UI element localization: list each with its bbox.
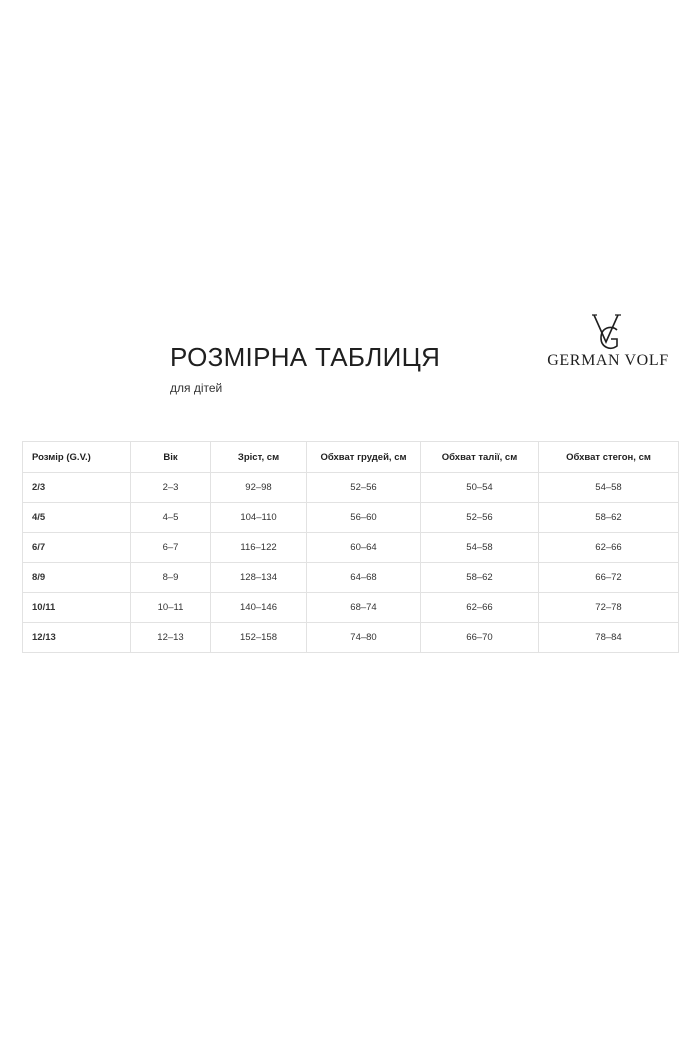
cell-hips: 58–62 [539,503,679,533]
cell-chest: 64–68 [307,563,421,593]
cell-hips: 62–66 [539,533,679,563]
cell-hips: 54–58 [539,473,679,503]
cell-waist: 62–66 [421,593,539,623]
column-header-hips: Обхват стегон, см [539,442,679,473]
table-row [23,563,679,593]
table-row [23,623,679,653]
cell-waist: 52–56 [421,503,539,533]
cell-age: 12–13 [131,623,211,653]
cell-size: 12/13 [23,623,131,653]
vg-monogram-icon [590,312,626,352]
cell-age: 4–5 [131,503,211,533]
cell-age: 6–7 [131,533,211,563]
cell-height: 140–146 [211,593,307,623]
table-row [23,533,679,563]
brand-name: GERMAN VOLF [547,352,669,369]
brand-logo [538,312,678,384]
cell-chest: 52–56 [307,473,421,503]
cell-chest: 74–80 [307,623,421,653]
cell-hips: 72–78 [539,593,679,623]
cell-waist: 66–70 [421,623,539,653]
cell-chest: 60–64 [307,533,421,563]
cell-hips: 78–84 [539,623,679,653]
column-header-age: Вік [131,442,211,473]
size-table [22,441,679,653]
cell-chest: 56–60 [307,503,421,533]
page-title: РОЗМІРНА ТАБЛИЦЯ [170,342,441,372]
cell-height: 152–158 [211,623,307,653]
cell-height: 116–122 [211,533,307,563]
cell-age: 8–9 [131,563,211,593]
cell-waist: 54–58 [421,533,539,563]
column-header-waist: Обхват талії, см [421,442,539,473]
cell-size: 8/9 [23,563,131,593]
cell-height: 92–98 [211,473,307,503]
cell-height: 128–134 [211,563,307,593]
cell-size: 4/5 [23,503,131,533]
column-header-chest: Обхват грудей, см [307,442,421,473]
cell-age: 10–11 [131,593,211,623]
page-subtitle: для дітей [170,381,223,395]
cell-waist: 58–62 [421,563,539,593]
cell-age: 2–3 [131,473,211,503]
cell-size: 10/11 [23,593,131,623]
table-row [23,503,679,533]
cell-chest: 68–74 [307,593,421,623]
cell-waist: 50–54 [421,473,539,503]
cell-height: 104–110 [211,503,307,533]
cell-size: 2/3 [23,473,131,503]
cell-size: 6/7 [23,533,131,563]
column-header-size: Розмір (G.V.) [23,442,131,473]
table-row [23,593,679,623]
table-row [23,473,679,503]
table-header-row [23,442,679,473]
column-header-height: Зріст, см [211,442,307,473]
cell-hips: 66–72 [539,563,679,593]
